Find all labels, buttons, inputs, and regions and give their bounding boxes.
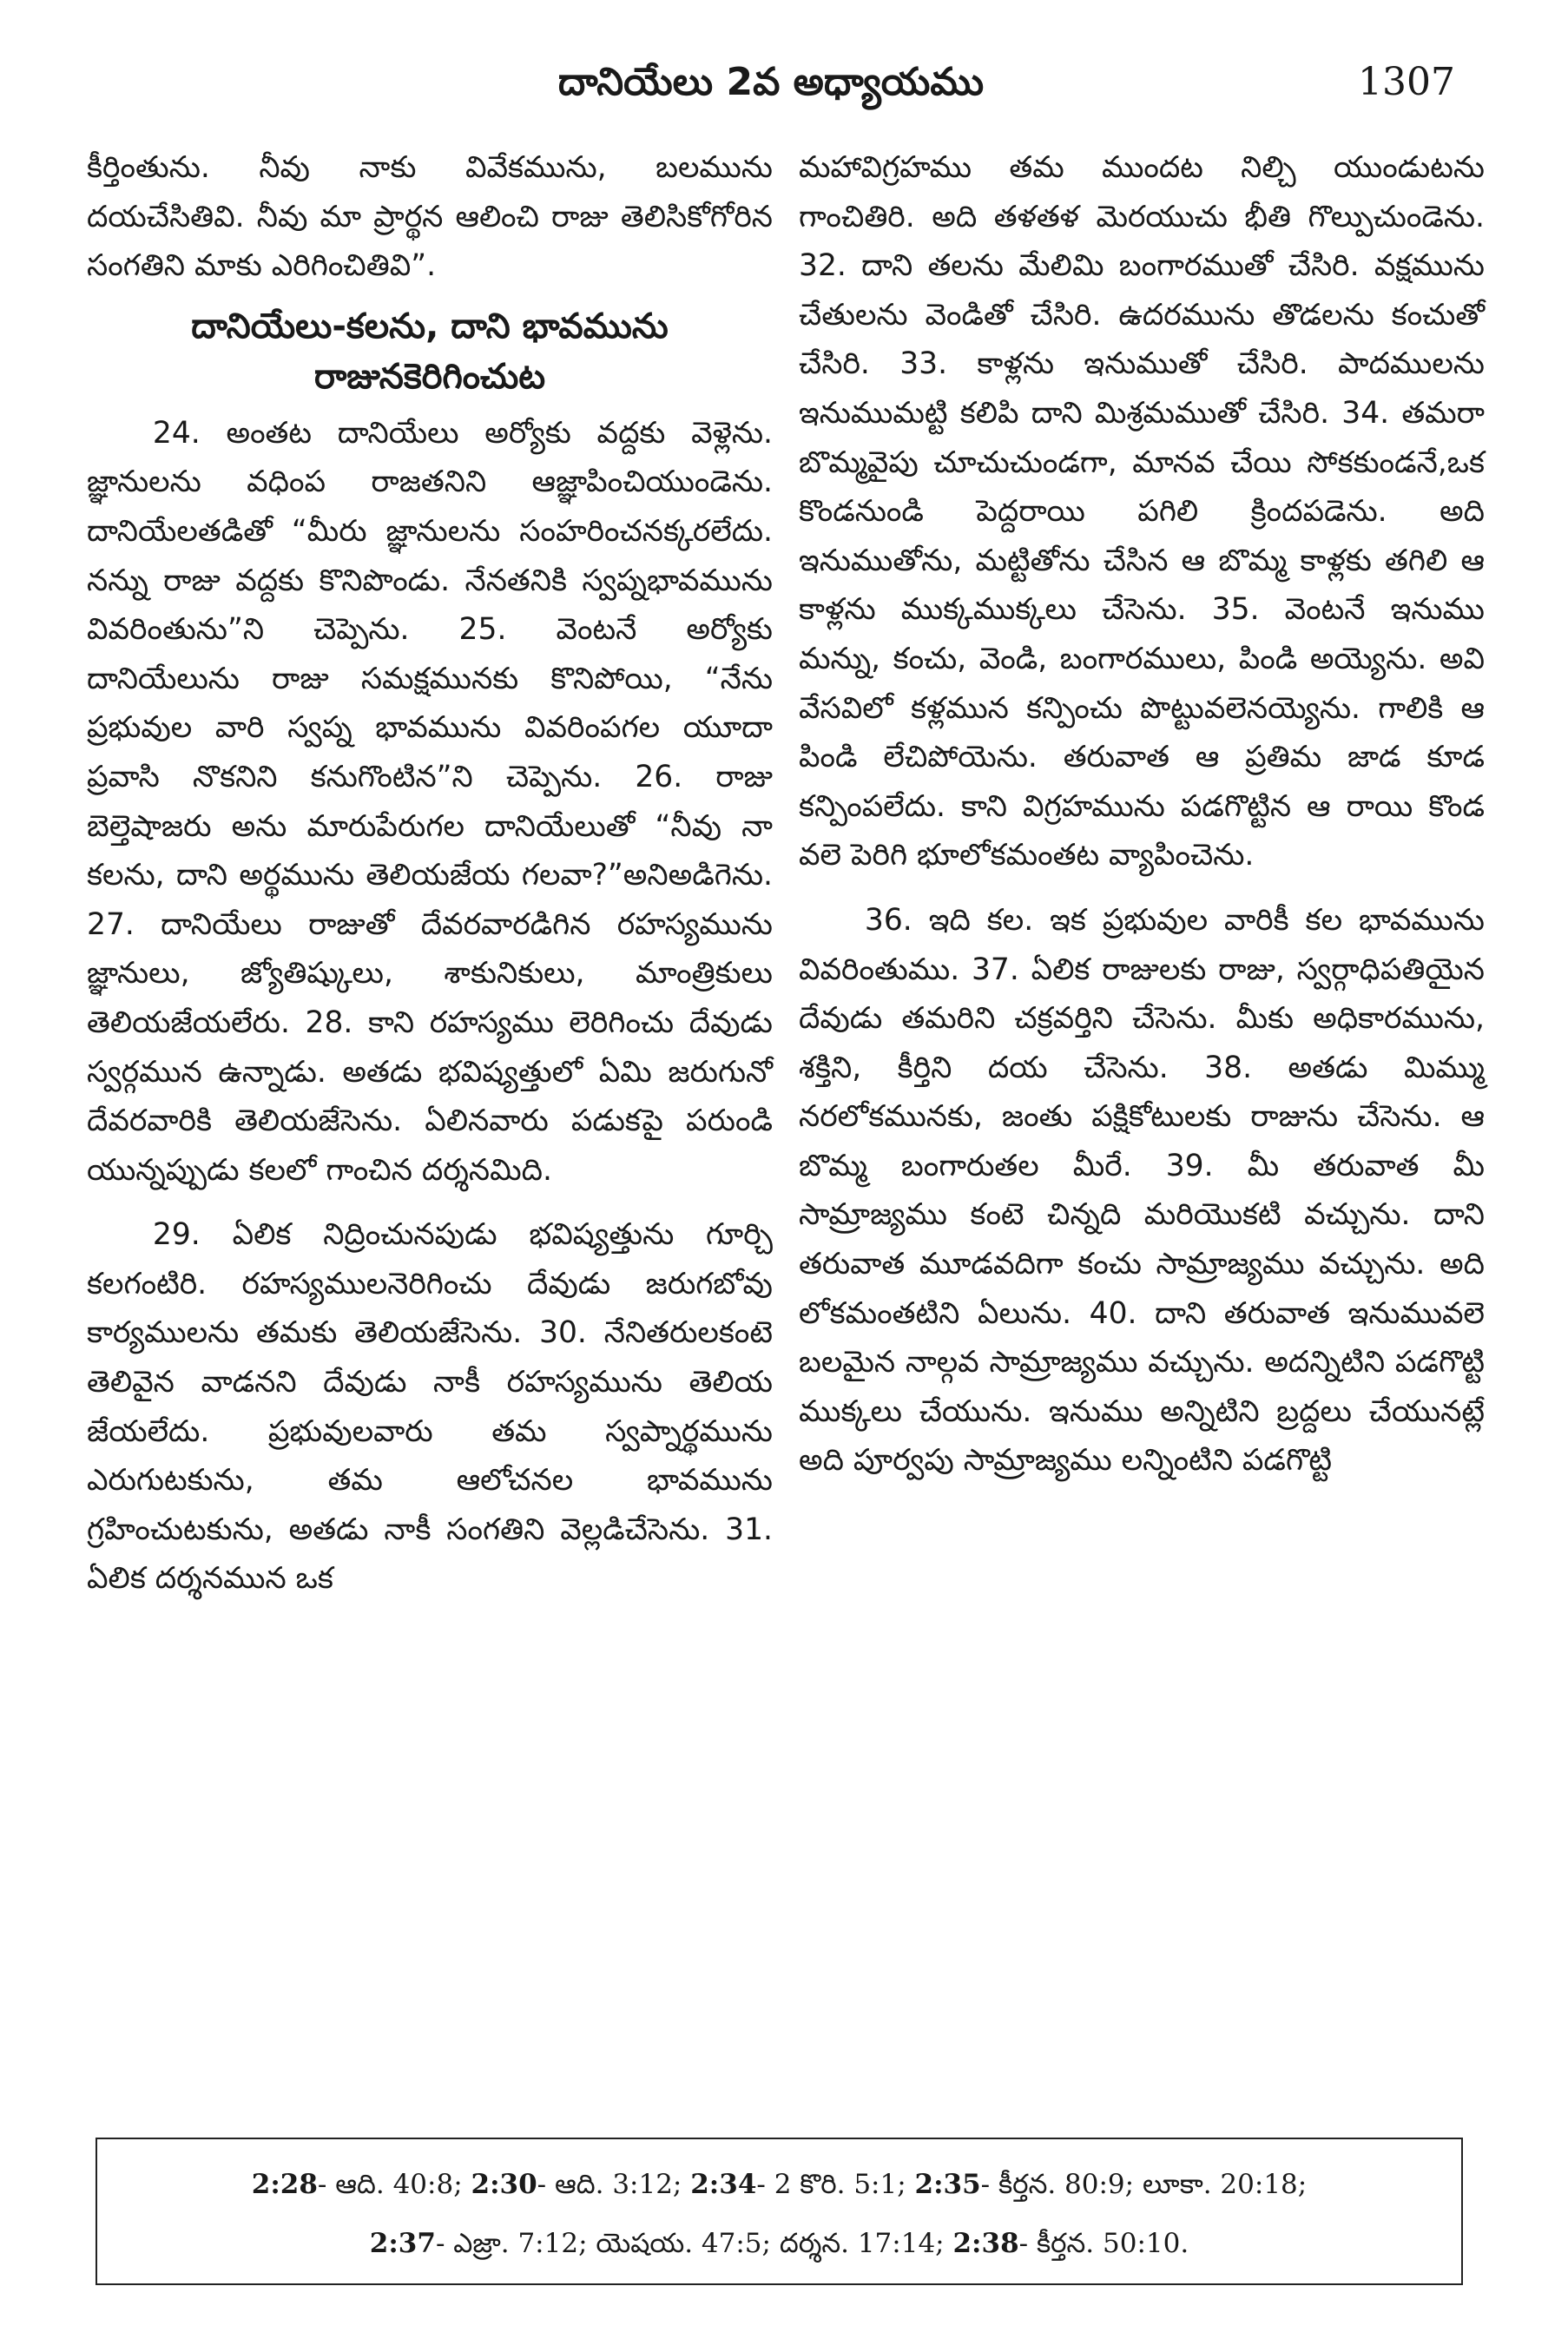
section-heading: దానియేలు-కలను, దాని భావమును రాజునకెరిగించుట — [191, 306, 669, 397]
footnote-line-1 — [97, 2155, 1461, 2214]
paragraph: 29. ఏలిక నిద్రించునపుడు భవిష్యత్తును గూర్చి కలగంటిరి. రహస్యములనెరిగించు దేవుడు జరుగబోవు కార్యములను తమకు తెలియజేసెను. 30. నేనితరులకంటె తెలివైన వాడనని దేవుడు నాకీ రహస్యమును తెలియ జేయలేదు. ప్రభువులవారు తమ స్వప్నార్థమును ఎరుగుటకును, తమ ఆలోచనల భావమును గ్రహించుటకును, అతడు నాకీ సంగతిని వెల్లడిచేసెను. 31. ఏలిక దర్శనమున ఒక — [87, 1217, 773, 1597]
page-number: 1307 — [1358, 60, 1455, 104]
paragraph: 24. అంతట దానియేలు అర్యోకు వద్దకు వెళ్లెను. జ్ఞానులను వధింప రాజతనిని ఆజ్ఞాపించియుండెను. దానియేలతడితో “మీరు జ్ఞానులను సంహరించనక్కరలేదు. నన్ను రాజు వద్దకు కొనిపొండు. నేనతనికి స్వప్నభావమును వివరింతును”ని చెప్పెను. 25. వెంటనే అర్యోకు దానియేలును రాజు సమక్షమునకు కొనిపోయి, “నేను ప్రభువుల వారి స్వప్న భావమును వివరింపగల యూదా ప్రవాసి నొకనిని కనుగొంటిన”ని చెప్పెను. 26. రాజు బెల్తెషాజరు అను మారుపేరుగల దానియేలుతో “నీవు నా కలను, దాని అర్థమును తెలియజేయ గలవా?”అనిఅడిగెను. 27. దానియేలు రాజుతో దేవరవారడిగిన రహస్యమును జ్ఞానులు, జ్యోతిష్కులు, శాకునికులు, మాంత్రికులు తెలియజేయలేరు. 28. కాని రహస్యము లెరిగించు దేవుడు స్వర్గమున ఉన్నాడు. అతడు భవిష్యత్తులో ఏమి జరుగునో దేవరవారికి తెలియజేసెను. ఏలినవారు పడుకపై పరుండి యున్నప్పుడు కలలో గాంచిన దర్శనమిది. — [87, 415, 773, 1188]
paragraph: కీర్తింతును. నీవు నాకు వివేకమును, బలమును దయచేసితివి. నీవు మా ప్రార్థన ఆలించి రాజు తెలిసికోగోరిన సంగతిని మాకు ఎరిగించితివి”. — [87, 150, 773, 284]
paragraph: 36. ఇది కల. ఇక ప్రభువుల వారికీ కల భావమును వివరింతుము. 37. ఏలిక రాజులకు రాజు, స్వర్గాధిపతియైన దేవుడు తమరిని చక్రవర్తిని చేసెను. మీకు అధికారమును, శక్తిని, కీర్తిని దయ చేసెను. 38. అతడు మిమ్ము నరలోకమునకు, జంతు పక్షికోటులకు రాజును చేసెను. ఆ బొమ్మ బంగారుతల మీరే. 39. మీ తరువాత మీ సామ్రాజ్యము కంటె చిన్నది మరియొకటి వచ్చును. దాని తరువాత మూడవదిగా కంచు సామ్రాజ్యము వచ్చును. అది లోకమంతటిని ఏలును. 40. దాని తరువాత ఇనుమువలె బలమైన నాల్గవ సామ్రాజ్యము వచ్చును. అదన్నిటిని పడగొట్టి ముక్కలు చేయును. ఇనుము అన్నిటిని బ్రద్దలు చేయునట్లే అది పూర్వపు సామ్రాజ్యము లన్నింటిని పడగొట్టి — [799, 902, 1485, 1479]
ref-text: - కీర్తన. 50:10. — [1018, 2228, 1189, 2259]
ref-text: - ఆది. 40:8; — [317, 2169, 471, 2200]
page-header — [87, 52, 1455, 113]
verse-ref: 2:35 — [914, 2169, 981, 2200]
verse-ref: 2:30 — [471, 2169, 537, 2200]
ref-text: - ఆది. 3:12; — [537, 2169, 691, 2200]
cross-reference-box — [96, 2138, 1463, 2285]
left-column — [87, 143, 773, 1604]
verse-ref: 2:37 — [369, 2228, 436, 2259]
footnote-line-2 — [97, 2214, 1461, 2273]
running-title: దానియేలు 2వ అధ్యాయము — [557, 60, 985, 104]
verse-ref: 2:28 — [251, 2169, 318, 2200]
verse-ref: 2:38 — [952, 2228, 1019, 2259]
ref-text: - కీర్తన. 80:9; లూకా. 20:18; — [980, 2169, 1308, 2200]
ref-text: - 2 కొరి. 5:1; — [756, 2169, 915, 2200]
right-column — [799, 143, 1485, 1486]
verse-ref: 2:34 — [690, 2169, 757, 2200]
paragraph: మహావిగ్రహము తమ ముందట నిల్చి యుండుటను గాంచితిరి. అది తళతళ మెరయుచు భీతి గొల్పుచుండెను. 32. దాని తలను మేలిమి బంగారముతో చేసిరి. వక్షమును చేతులను వెండితో చేసిరి. ఉదరమును తొడలను కంచుతో చేసిరి. 33. కాళ్లను ఇనుముతో చేసిరి. పాదములను ఇనుముమట్టి కలిపి దాని మిశ్రమముతో చేసిరి. 34. తమరా బొమ్మవైపు చూచుచుండగా, మానవ చేయి సోకకుండనే,ఒక కొండనుండి పెద్దరాయి పగిలి క్రిందపడెను. అది ఇనుముతోను, మట్టితోను చేసిన ఆ బొమ్మ కాళ్లకు తగిలి ఆ కాళ్లను ముక్కముక్కలు చేసెను. 35. వెంటనే ఇనుము మన్ను, కంచు, వెండి, బంగారములు, పిండి అయ్యెను. అవి వేసవిలో కళ్లమున కన్పించు పొట్టువలెనయ్యెను. గాలికి ఆ పిండి లేచిపోయెను. తరువాత ఆ ప్రతిమ జాడ కూడ కన్పింపలేదు. కాని విగ్రహమును పడగొట్టిన ఆ రాయి కొండ వలె పెరిగి భూలోకమంతట వ్యాపించెను. — [799, 150, 1485, 873]
ref-text: - ఎజ్రా. 7:12; యెషయ. 47:5; దర్శన. 17:14; — [435, 2228, 953, 2259]
